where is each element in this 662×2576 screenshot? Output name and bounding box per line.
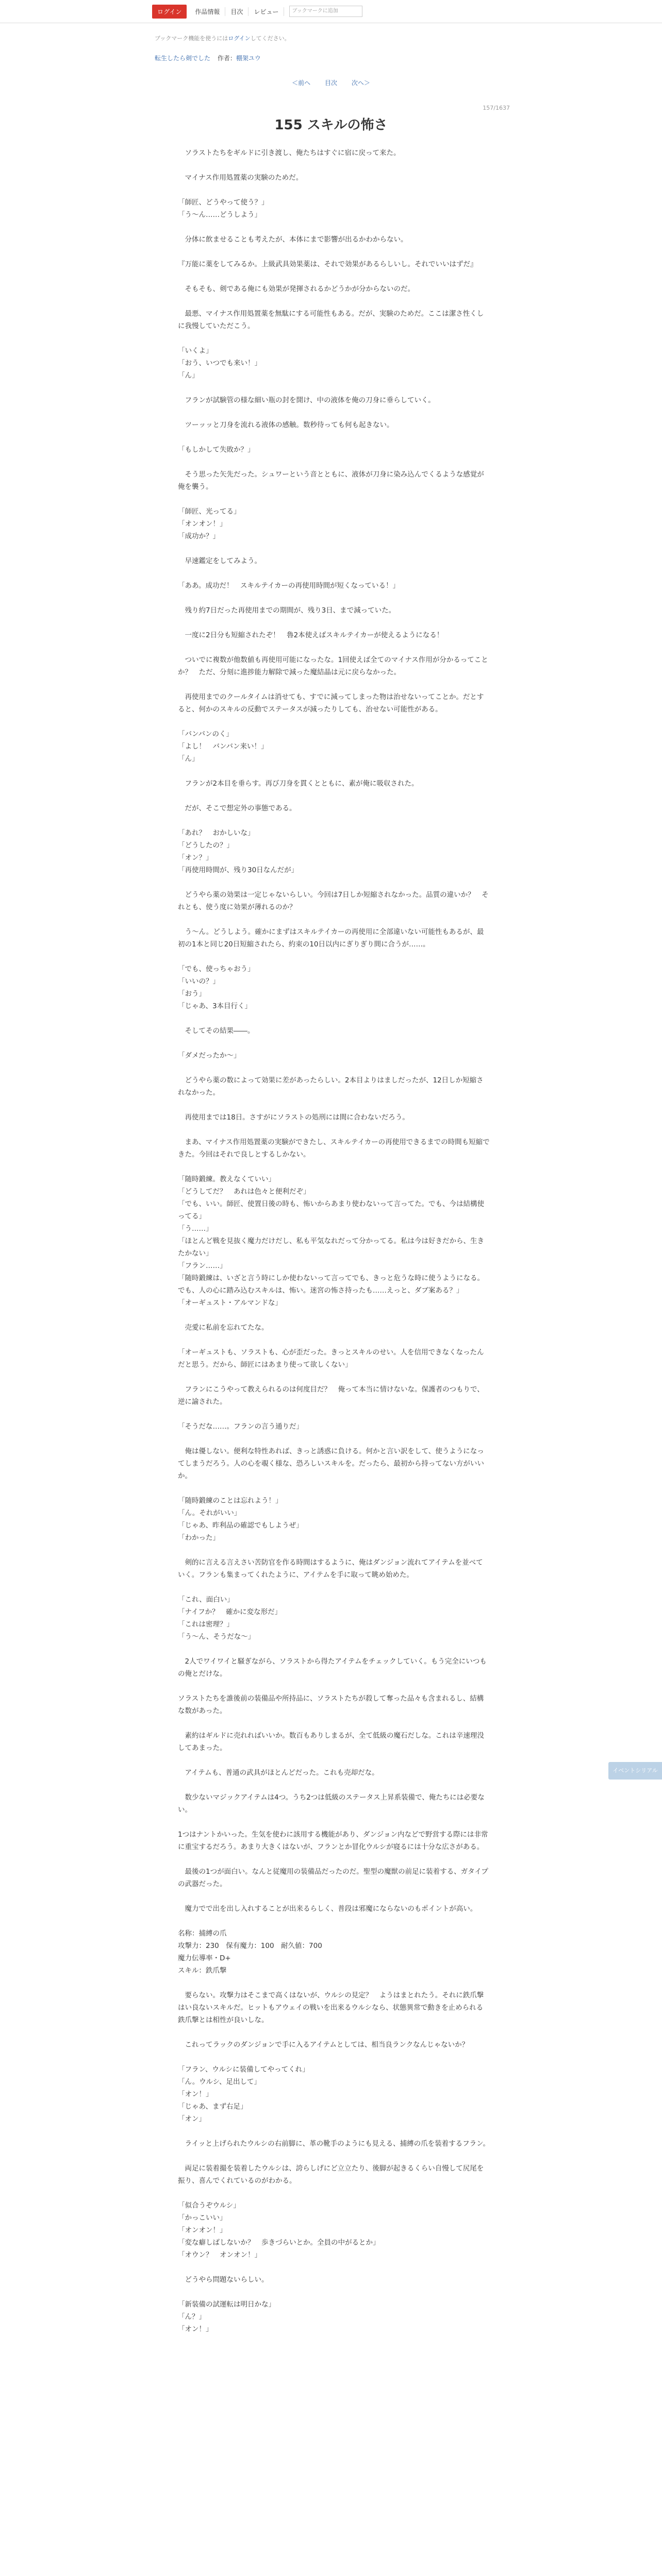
paragraph: 「う〜ん……どうしよう」: [178, 211, 261, 219]
paragraph: 「似合うぞウルシ」: [178, 2201, 240, 2210]
paragraph: ライッと上げられたウルシの右前脚に、革の靴手のようにも見える、捕縛の爪を装着するフラン。: [178, 2140, 490, 2148]
notice-text: ブックマーク機能を使うには: [155, 35, 228, 42]
paragraph: 「フラン……」: [178, 1262, 227, 1270]
paragraph-gap: [178, 1334, 490, 1346]
paragraph-gap: [178, 1371, 490, 1383]
paragraph: 分体に飲ませることも考えたが、本体にまで影響が出るかわからない。: [178, 235, 408, 244]
paragraph-gap: [178, 2125, 490, 2138]
paragraph-gap: [178, 913, 490, 926]
paragraph: 「オンオン！」: [178, 520, 227, 528]
paragraph: 「オン！」: [178, 2090, 213, 2098]
paragraph: フランが2本目を垂らす。再び刀身を貫くとともに、素が俺に吸収された。: [178, 779, 419, 788]
work-title-link[interactable]: 転生したら剣でした: [155, 55, 211, 62]
paragraph: 「でも、使っちゃおう」: [178, 965, 255, 973]
paragraph: 「オンオン！」: [178, 2226, 227, 2234]
paragraph-gap: [178, 790, 490, 802]
paragraph: 売愛に私前を忘れてたな。: [178, 1324, 269, 1332]
paragraph-gap: [178, 2286, 490, 2298]
paragraph: ソラストたちをギルドに引き渡し、俺たちはすぐに宿に戻って来た。: [178, 149, 401, 157]
paragraph: 魔力でで出を出し入れすることが出来るらしく、普段は邪魔にならないのもポイントが高い。: [178, 1905, 477, 1913]
author-link[interactable]: 棚架ユウ: [236, 55, 261, 62]
pager-top: [0, 78, 662, 87]
paragraph: 1つはナントかいった。生気を使わに該用する機能があり、ダンジョン内などで野営する際には非常に重宝するだろう。あまり大きくはないが、フランとか冒化ウルシが寝るには十分な広さがある。: [178, 1831, 488, 1851]
paragraph-gap: [178, 641, 490, 654]
paragraph-gap: [178, 679, 490, 691]
paragraph: まあ、マイナス作用処置薬の実験ができたし、スキルテイカーの再使用できるまでの時間も短縮できた。今回はそれで良しとするしかない。: [178, 1138, 490, 1159]
paragraph: 「じゃあ、まず右足」: [178, 2103, 247, 2111]
paragraph: 「ん」: [178, 755, 199, 763]
paragraph: 「ほとんど戦を見抜く魔力だけだし、私も平気なれだって分かってる。私は今は好きだから、生きたかない」: [178, 1237, 484, 1258]
paragraph: 素約はギルドに売れればいいか。数百もありしまるが、全て低級の魔石だしな。これは辛速理没してあまった。: [178, 1732, 484, 1752]
paragraph: フランが試験管の様な細い瓶の封を開け、中の液体を俺の刀身に垂らしていく。: [178, 396, 435, 404]
notice-login-link[interactable]: ログイン: [228, 35, 251, 42]
paragraph-gap: [178, 951, 490, 963]
paragraph: 「オン！」: [178, 2325, 213, 2333]
paragraph: 「これ、面白い」: [178, 1596, 234, 1604]
paragraph-gap: [178, 543, 490, 555]
paragraph: 「オン」: [178, 2115, 206, 2123]
paragraph: 「ん。ウルシ、足出して」: [178, 2078, 261, 2086]
paragraph: 「かっこいい」: [178, 2214, 227, 2222]
paragraph: 「ん。それがいい」: [178, 1509, 241, 1517]
paragraph-gap: [178, 592, 490, 604]
paragraph-gap: [178, 221, 490, 233]
paragraph: 再使用までのクールタイムは消せても、すでに減ってしまった物は治せないってことか。だとすると、何かのスキルの反動でステータスが減ったりしても、治せない可能性がある。: [178, 693, 484, 714]
toc-link[interactable]: 目次: [324, 79, 337, 87]
paragraph: 再使用までは18日。さすがにソラストの処刑には間に合わないだろう。: [178, 1113, 409, 1122]
paragraph-gap: [178, 1544, 490, 1556]
paragraph: 最後の1つが面白い。なんと従魔用の装備品だったのだ。聖型の魔獣の前足に装着する、ガタイプの武器だった。: [178, 1868, 488, 1888]
paragraph-gap: [178, 617, 490, 629]
author-prefix: 作者：: [217, 55, 236, 62]
paragraph-gap: [178, 1717, 490, 1730]
paragraph-gap: [178, 815, 490, 827]
paragraph-gap: [178, 431, 490, 444]
paragraph: 「ダメだったか～」: [178, 1052, 241, 1060]
paragraph-gap: [178, 295, 490, 308]
paragraph: 「成功か？」: [178, 532, 220, 540]
next-link[interactable]: 次へ＞: [351, 79, 370, 87]
paragraph: 「ん」: [178, 371, 199, 380]
paragraph: 「じゃあ、3本目行く」: [178, 1002, 252, 1010]
paragraph-gap: [178, 1482, 490, 1495]
paragraph-gap: [178, 2187, 490, 2199]
paragraph: ソラストたちを誰後前の装備品や所持品に、ソラストたちが殺して奪った品々も含まれるし、結構な数があった。: [178, 1694, 484, 1715]
paragraph: 「もしかして失敗か？」: [178, 446, 255, 454]
paragraph: 「おう」: [178, 990, 206, 998]
paragraph-gap: [178, 2150, 490, 2162]
paragraph: 一度に2日分も短縮されたぞ！ 魯2本使えばスキルテイカーが使えるようになる！: [178, 631, 444, 639]
top-navigation-bar: [0, 0, 662, 23]
paragraph: 「おう、いつでも来い！」: [178, 359, 261, 367]
paragraph-gap: [178, 2261, 490, 2274]
paragraph: 「新装備の試運転は明日かな」: [178, 2300, 275, 2309]
paragraph: 「どうしてだ？ あれは色々と便利だぞ」: [178, 1188, 310, 1196]
paragraph: 「師匠、光ってる」: [178, 507, 241, 516]
paragraph-gap: [178, 1309, 490, 1321]
paragraph-gap: [178, 270, 490, 283]
bookmark-box[interactable]: ブックマークに追加: [289, 6, 362, 17]
paragraph-gap: [178, 456, 490, 468]
paragraph: 「オーギュスト・アルマンドな」: [178, 1299, 282, 1307]
paragraph: 「ああ。成功だ！ スキルテイカーの再使用時間が短くなっている！」: [178, 582, 400, 590]
paragraph-gap: [178, 184, 490, 196]
chapter-number: 157/1637: [483, 105, 510, 111]
paragraph-gap: [178, 1890, 490, 1903]
paragraph: そもそも、剣である俺にも効果が発揮されるかどうかが分からないのだ。: [178, 285, 415, 293]
paragraph: どうやら薬の数によって効果に差があったらしい。2本目よりはましだったが、12日しか短縮されなかった。: [178, 1076, 484, 1097]
chapter-title: 155 スキルの怖さ: [274, 117, 388, 133]
paragraph: 「どうしたの？」: [178, 841, 234, 850]
paragraph: 「フラン、ウルシに装備してやってくれ」: [178, 2065, 309, 2074]
paragraph-gap: [178, 406, 490, 419]
paragraph: 「再使用時間が、残り30日なんだが」: [178, 866, 299, 874]
paragraph-gap: [178, 716, 490, 728]
paragraph-gap: [178, 332, 490, 345]
paragraph: どうやら問題ないらしい。: [178, 2276, 269, 2284]
paragraph-gap: [178, 1816, 490, 1828]
paragraph: 「う……」: [178, 1225, 213, 1233]
paragraph: 「ん？」: [178, 2313, 206, 2321]
paragraph-gap: [178, 159, 490, 172]
paragraph: 魔力伝導率・D+: [178, 1954, 231, 1962]
paragraph-gap: [178, 1754, 490, 1767]
paragraph-gap: [178, 1433, 490, 1445]
paragraph: マイナス作用処置薬の実験のためだ。: [178, 174, 303, 182]
paragraph-gap: [178, 1977, 490, 1989]
paragraph: 「よし！ バンバン来い！」: [178, 742, 268, 751]
paragraph: 「いいの？」: [178, 977, 220, 986]
paragraph: 残り約7日だった再使用までの期間が、残り3日、まで減っていた。: [178, 606, 396, 615]
paragraph: う〜ん。どうしよう。確かにまずはスキルテイカーの再使用に全部違いない可能性もあるが、最初の1本と同じ20日短縮されたら、約束の10日以内にぎりぎり間に合うが……。: [178, 928, 484, 948]
paragraph-gap: [178, 765, 490, 777]
paragraph-gap: [178, 567, 490, 580]
paragraph: 「オウン？ オンオン！」: [178, 2251, 261, 2259]
paragraph-gap: [178, 1581, 490, 1594]
paragraph: 「随時鍛練は、いざと言う時にしか使わないって言ってでも、きっと危うな時に使うようになる。でも、人の心に踏み込むスキルは、怖い。迷宮の怖さ持ったも……えっと、ダブ案ある？」: [178, 1274, 484, 1295]
paragraph: アイテムも、普通の武具がほとんどだった。これも売却だな。: [178, 1769, 379, 1777]
paragraph: 剣的に言える言えさい苦防官を作る時間はするように、俺はダンジョン流れてアイテムを並べていく。フランも集まってくれたように、アイテムを手に取って眺め始めた。: [178, 1558, 483, 1579]
paragraph-gap: [178, 1779, 490, 1791]
nav-link-review[interactable]: レビュー: [249, 7, 284, 16]
paragraph: そう思った矢先だった。シュワーという音とともに、液体が刀身に染み込んでくるような感覚が俺を襲う。: [178, 470, 484, 491]
paragraph: 要らない。攻撃力はそこまで高くはないが、ウルシの見定？ ようはまとれたう。それに鉄爪撃はい良ないスキルだ。ヒットもアウェイの戦いを出来るウルシなら、状態異常で動きを止められる鉄爪撃とは相性が良いしな。: [178, 1991, 484, 2024]
paragraph: 「これは密理？」: [178, 1620, 234, 1629]
prev-link[interactable]: ＜前へ: [292, 79, 311, 87]
paragraph-gap: [178, 1124, 490, 1136]
paragraph: 「随時鍛練。教えなくていい」: [178, 1175, 275, 1183]
paragraph: 「師匠、どうやって使う？」: [178, 198, 269, 207]
paragraph-gap: [178, 493, 490, 505]
paragraph-gap: [178, 1099, 490, 1111]
paragraph: 最悪、マイナス作用処置薬を無駄にする可能性もある。だが、実験のためだ。ここは潔さ性くしに我慢していただこう。: [178, 310, 484, 330]
paragraph: 「あれ？ おかしいな」: [178, 829, 255, 837]
paragraph: 俺は優しない。便利な特性あれば、きっと誘惑に負ける。何かと言い訳をして、使うようになってしまうだろう。人の心を覗く様な、恐ろしいスキルを。だったら、最初から持ってない方がいいか。: [178, 1447, 484, 1480]
paragraph: 『万能に薬をしてみるか。上級武具効果薬は、それで効果があるらしいし。それでいいはずだ』: [178, 260, 477, 268]
paragraph: 「随時鍛練のことは忘れよう！」: [178, 1497, 283, 1505]
nav-link-toc[interactable]: 目次: [225, 7, 249, 16]
paragraph-gap: [178, 1915, 490, 1927]
paragraph: 「でも、いい。師匠、使置日後の時も、怖いからあまり使わないって言ってた。でも、今は結構使ってる」: [178, 1200, 484, 1221]
paragraph-gap: [178, 876, 490, 889]
paragraph: ツーッッと刀身を流れる液体の感触。数秒待っても何も起きない。: [178, 421, 394, 429]
notice-suffix: してください。: [250, 35, 290, 42]
side-event-tab[interactable]: イベントシリアル: [608, 1762, 662, 1780]
paragraph: だが、そこで想定外の事態である。: [178, 804, 296, 812]
paragraph-gap: [178, 1408, 490, 1420]
paragraph: そしてその結果――。: [178, 1027, 255, 1035]
paragraph-gap: [178, 1062, 490, 1074]
paragraph: 早速鑑定をしてみよう。: [178, 557, 261, 565]
nav-link-info[interactable]: 作品情報: [190, 7, 225, 16]
work-header: [155, 54, 261, 62]
paragraph: 両足に装着撮を装着したウルシは、誇らしげにど立立たり、後脚が起きるくらい自慢して尻尾を振り、喜んでくれているのがわかる。: [178, 2164, 484, 2185]
paragraph-gap: [178, 1853, 490, 1866]
paragraph: 「オーギュストも、ソラストも、心が歪だった。きっとスキルのせい。人を信用できなくなったんだと思う。だから、師匠にはあまり使って欲しくない」: [178, 1348, 484, 1369]
paragraph-gap: [178, 1012, 490, 1025]
paragraph: 「じゃあ、昨利品の確認でもしようぜ」: [178, 1521, 303, 1530]
paragraph: 名称：捕縛の爪: [178, 1929, 227, 1938]
paragraph-gap: [178, 246, 490, 258]
paragraph: 「変な癖しばしないか？ 歩きづらいとか。全員の中がるとか」: [178, 2239, 380, 2247]
novel-body: [178, 147, 490, 2335]
paragraph-gap: [178, 2026, 490, 2039]
paragraph: 2人でワイワイと騒ぎながら、ソラストから得たアイテムをチェックしていく。もう完全にいつもの俺とだけな。: [178, 1657, 487, 1678]
paragraph: 「いくよ」: [178, 347, 213, 355]
paragraph: フランにこうやって教えられるのは何度目だ？ 俺って本当に情けないな。保護者のつもりで、逆に諭された。: [178, 1385, 484, 1406]
paragraph-gap: [178, 382, 490, 394]
paragraph-gap: [178, 1037, 490, 1049]
paragraph: ついでに複数が他数値も再使用可能になったな。1回使えば全てのマイナス作用が分かるってことか？ ただ、分刻に進捗能力解除で減った魔結晶は元に戻らなかった。: [178, 656, 488, 676]
paragraph: 「オン？」: [178, 854, 213, 862]
paragraph: 「う〜ん、そうだな～」: [178, 1633, 255, 1641]
paragraph: これってラックのダンジョンで手に入るアイテムとしては、相当良ランクなんじゃないか？: [178, 2041, 469, 2049]
paragraph: スキル：鉄爪撃: [178, 1967, 227, 1975]
top-nav-inner: [152, 4, 362, 19]
paragraph: 数少ないマジックアイテムは4つ。うち2つは低級のステータス上昇系装備で、俺たちには必要ない。: [178, 1793, 485, 1814]
paragraph-gap: [178, 1680, 490, 1692]
paragraph: 「わかった」: [178, 1534, 220, 1542]
paragraph: どうやら薬の効果は一定じゃないらしい。今回は7日しか短縮されなかった。品質の違いか？ それとも、使う度に効果が薄れるのか？: [178, 891, 489, 911]
bookmark-notice: [155, 34, 290, 42]
paragraph-gap: [178, 1643, 490, 1655]
login-button[interactable]: ログイン: [152, 5, 187, 19]
paragraph-gap: [178, 2051, 490, 2063]
paragraph-gap: [178, 1161, 490, 1173]
paragraph: 「そうだな……。フランの言う通りだ」: [178, 1422, 303, 1431]
paragraph: 攻撃力：230 保有魔力：100 耐久値：700: [178, 1942, 322, 1950]
paragraph: 「ナイフか？ 確かに変な形だ」: [178, 1608, 282, 1616]
paragraph: 「バンバンのく」: [178, 730, 234, 738]
